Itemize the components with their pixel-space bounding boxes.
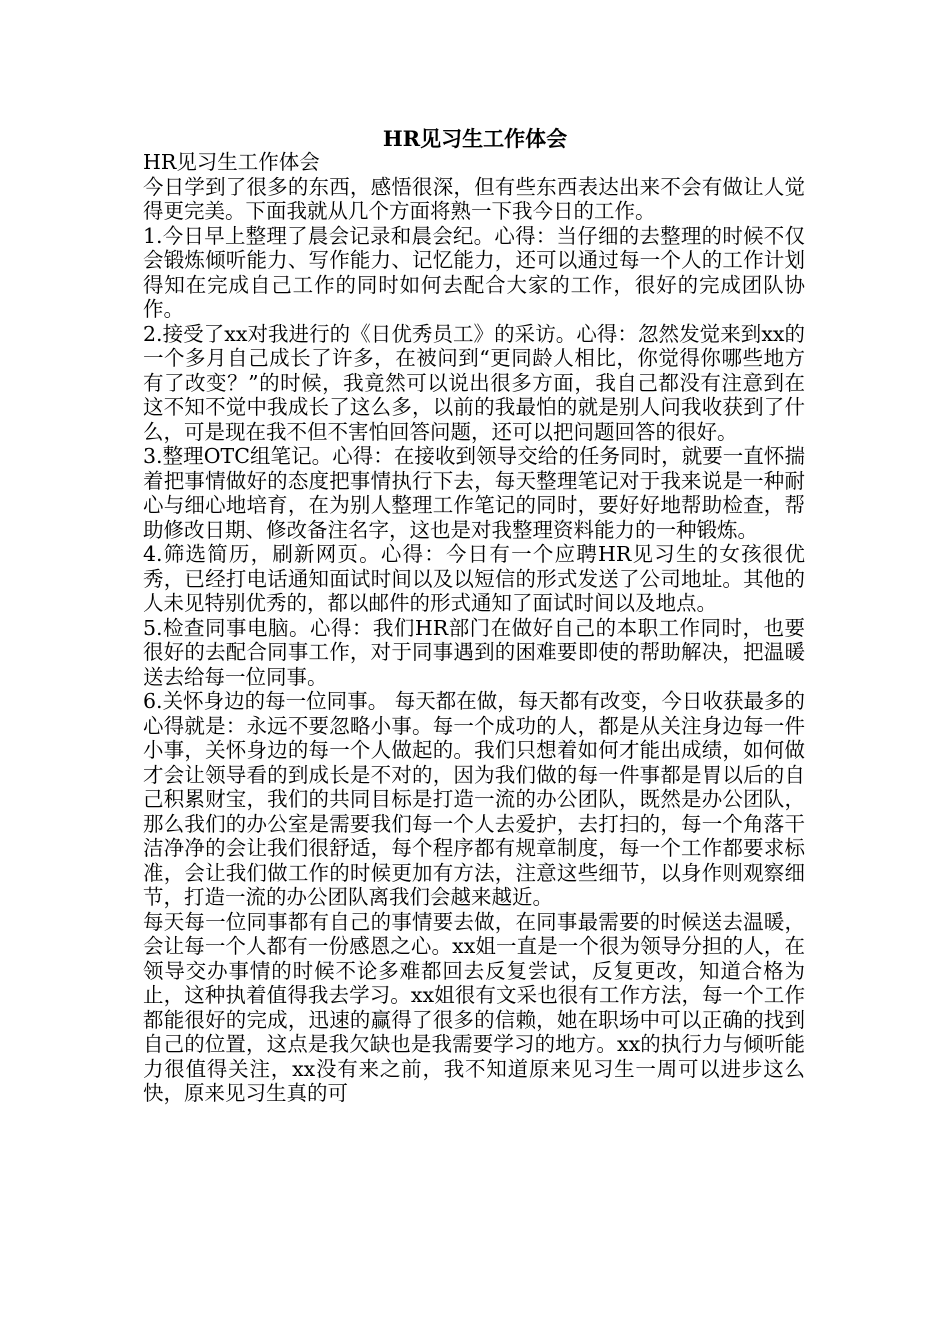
paragraph-subtitle: HR见习生工作体会 (143, 150, 320, 174)
document-body (143, 150, 805, 1106)
paragraph-item-4: 4.筛选简历，刷新网页。心得：今日有一个应聘HR见习生的女孩很优秀，已经打电话通知面试时间以及以短信的形式发送了公司地址。其他的人未见特别优秀的，都以邮件的形式通知了面试时间以及地点。 (143, 542, 805, 615)
paragraph-item-1: 1.今日早上整理了晨会记录和晨会纪。心得：当仔细的去整理的时候不仅会锻炼倾听能力、写作能力、记忆能力，还可以通过每一个人的工作计划得知在完成自己工作的同时如何去配合大家的工作，很好的完成团队协作。 (143, 223, 805, 321)
paragraph-item-3: 3.整理OTC组笔记。心得：在接收到领导交给的任务同时，就要一直怀揣着把事情做好的态度把事情执行下去，每天整理笔记对于我来说是一种耐心与细心地培育，在为别人整理工作笔记的同时，要好好地帮助检查，帮助修改日期、修改备注名字，这也是对我整理资料能力的一种锻炼。 (143, 444, 805, 542)
document-title: HR见习生工作体会 (382, 126, 568, 151)
paragraph-closing: 每天每一位同事都有自己的事情要去做，在同事最需要的时候送去温暖，会让每一个人都有一份感恩之心。xx姐一直是一个很为领导分担的人，在领导交办事情的时候不论多难都回去反复尝试，反复更改，知道合格为止，这种执着值得我去学习。xx姐很有文采也很有工作方法，每一个工作都能很好的完成，迅速的赢得了很多的信赖，她在职场中可以正确的找到自己的位置，这点是我欠缺也是我需要学习的地方。xx的执行力与倾听能力很值得关注，xx没有来之前，我不知道原来见习生一周可以进步这么快，原来见习生真的可 (143, 909, 805, 1105)
paragraph-item-5: 5.检查同事电脑。心得：我们HR部门在做好自己的本职工作同时，也要很好的去配合同事工作，对于同事遇到的困难要即使的帮助解决，把温暖送去给每一位同事。 (143, 615, 805, 689)
paragraph-intro: 今日学到了很多的东西，感悟很深，但有些东西表达出来不会有做让人觉得更完美。下面我就从几个方面将熟一下我今日的工作。 (143, 174, 805, 223)
paragraph-item-2: 2.接受了xx对我进行的《日优秀员工》的采访。心得：忽然发觉来到xx的一个多月自己成长了许多，在被问到“更同龄人相比，你觉得你哪些地方有了改变？”的时候，我竟然可以说出很多方面，我自己都没有注意到在这不知不觉中我成长了这么多，以前的我最怕的就是别人问我收获到了什么，可是现在我不但不害怕回答问题，还可以把问题回答的很好。 (143, 321, 805, 444)
paragraph-item-6: 6.关怀身边的每一位同事。 每天都在做，每天都有改变，今日收获最多的心得就是：永远不要忽略小事。每一个成功的人，都是从关注身边每一件小事，关怀身边的每一个人做起的。我们只想着如何才能出成绩，如何做才会让领导看的到成长是不对的，因为我们做的每一件事都是胃以后的自己积累财宝，我们的共同目标是打造一流的办公团队，既然是办公团队，那么我们的办公室是需要我们每一个人去爱护，去打扫的，每一个角落干洁净净的会让我们很舒适，每个程序都有规章制度，每一个工作都要求标准，会让我们做工作的时候更加有方法，注意这些细节，以身作则观察细节，打造一流的办公团队离我们会越来越近。 (143, 689, 805, 909)
